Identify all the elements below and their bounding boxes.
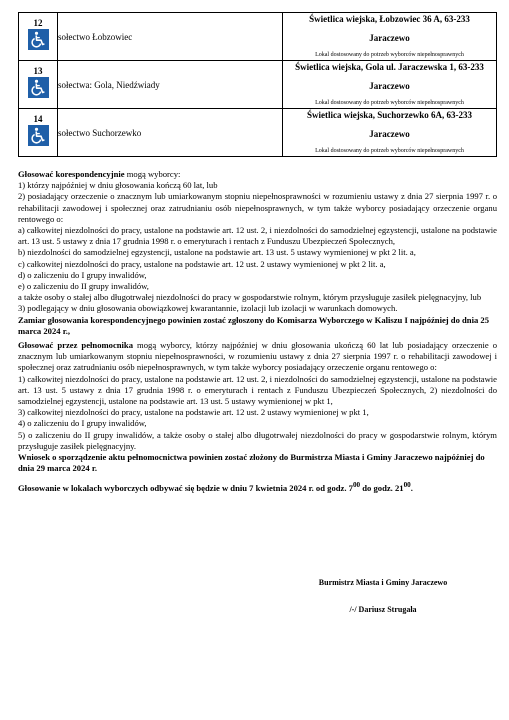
district-number: 12 bbox=[33, 18, 43, 28]
polling-place-city: Jaraczewo bbox=[369, 81, 410, 91]
announcement-body bbox=[18, 169, 497, 495]
proxy-intro bbox=[18, 340, 497, 374]
correspondence-deadline: Zamiar głosowania korespondencyjnego powinien zostać zgłoszony do Komisarza Wyborczego w Kaliszu I najpóźniej do dnia 25 marca 2024 r., bbox=[18, 314, 490, 336]
list-item: 5) o zaliczeniu do II grupy inwalidów, a także osoby o stałej albo długotrwałej niezdolności do pracy w gospodarstwie rolnym, którym przysługuje zasiłek pielęgnacyjny. bbox=[18, 429, 497, 451]
list-item: b) niezdolności do samodzielnej egzystencji, ustalone na podstawie art. 13 ust. 5 ustawy wymienionej w pkt 2 lit. a, bbox=[18, 247, 416, 258]
proxy-heading: Głosować przez pełnomocnika bbox=[18, 340, 134, 351]
table-row bbox=[19, 109, 497, 157]
table-row bbox=[19, 61, 497, 109]
signature-name: /-/ Dariusz Strugała bbox=[349, 605, 417, 614]
accessibility-note: Lokal dostosowany do potrzeb wyborców niepełnosprawnych bbox=[315, 52, 464, 58]
list-item: e) o zaliczeniu do II grupy inwalidów, bbox=[18, 281, 149, 292]
table-row bbox=[19, 13, 497, 61]
district-number-cell bbox=[19, 109, 58, 157]
polling-place-cell bbox=[283, 13, 497, 61]
signature-title: Burmistrz Miasta i Gminy Jaraczewo bbox=[318, 578, 448, 587]
district-number: 13 bbox=[33, 66, 43, 76]
correspondence-intro-text: mogą wyborcy: bbox=[124, 169, 181, 179]
list-item: 1) którzy najpóźniej w dniu głosowania kończą 60 lat, lub bbox=[18, 180, 218, 191]
correspondence-heading: Głosować korespondencyjnie bbox=[18, 169, 125, 179]
list-item: a) całkowitej niezdolności do pracy, ustalone na podstawie art. 12 ust. 2, i niezdolności do samodzielnej egzystencji, ustalone na podstawie art. 13 ust. 5 ustawy z dnia 17 grudnia 1998 r. o emeryturach i rentach z Funduszu Ubezpieczeń Społecznych, bbox=[18, 225, 497, 247]
accessibility-note: Lokal dostosowany do potrzeb wyborców niepełnosprawnych bbox=[315, 148, 464, 154]
polling-place-city: Jaraczewo bbox=[369, 129, 410, 139]
proxy-deadline: Wniosek o sporządzenie aktu pełnomocnictwa powinien zostać złożony do Burmistrza Miasta i Gminy Jaraczewo najpóźniej do dnia 29 marca 2024 r. bbox=[18, 452, 485, 474]
district-number-cell bbox=[19, 61, 58, 109]
list-item: 1) całkowitej niezdolności do pracy, ustalone na podstawie art. 12 ust. 2, i niezdolności do samodzielnej egzystencji, ustalone na podstawie art. 13 ust. 5 ustawy z dnia 17 grudnia 1998 r. o emeryturach i rentach z Funduszu Ubezpieczeń Społecznych, 2) niezdolności do samodzielnej egzystencji, ustalone na podstawie art. 13 ust. 5 ustawy wymienionej w pkt 1, bbox=[18, 373, 497, 407]
wheelchair-icon bbox=[28, 125, 49, 146]
district-name: sołectwo Suchorzewko bbox=[58, 109, 283, 157]
list-item: a także osoby o stałej albo długotrwałej niezdolności do pracy w gospodarstwie rolnym, którym przysługuje zasiłek pielęgnacyjny, lub bbox=[18, 292, 482, 303]
district-name: sołectwa: Gola, Niedźwiady bbox=[58, 61, 283, 109]
accessibility-note: Lokal dostosowany do potrzeb wyborców niepełnosprawnych bbox=[315, 100, 464, 106]
list-item: 2) posiadający orzeczenie o znacznym lub umiarkowanym stopniu niepełnosprawności w rozumieniu ustawy z dnia 27 sierpnia 1997 r. o rehabilitacji zawodowej i społecznej oraz zatrudnianiu osób niepełnosprawnych, w tym także wyborcy posiadający orzeczenie organu rentowego o: bbox=[18, 191, 497, 224]
polling-place-address: Świetlica wiejska, Łobzowiec 36 A, 63-233 bbox=[309, 14, 470, 24]
proxy-intro-text: mogą wyborcy, którzy najpóźniej w dniu głosowania ukończą 60 lat lub posiadający orzeczenie o znacznym lub umiarkowanym stopniu niepełnosprawności, w rozumieniu ustawy z dnia 27 sierpnia 1997 r. o rehabilitacji zawodowej i społecznej oraz zatrudnianiu osób niepełnosprawnych, w tym także wyborcy posiadający orzeczenie organu rentowego o: bbox=[18, 340, 498, 373]
correspondence-intro bbox=[18, 169, 497, 180]
district-name: sołectwo Łobzowiec bbox=[58, 13, 283, 61]
district-number-cell bbox=[19, 13, 58, 61]
list-item: 4) o zaliczeniu do I grupy inwalidów, bbox=[18, 418, 147, 429]
list-item: d) o zaliczeniu do I grupy inwalidów, bbox=[18, 269, 147, 280]
wheelchair-icon bbox=[28, 29, 49, 50]
list-item: 3) całkowitej niezdolności do pracy, ustalone na podstawie art. 12 ust. 2 ustawy wymienionej w pkt 1, bbox=[18, 407, 369, 418]
polling-place-cell bbox=[283, 61, 497, 109]
polling-districts-table bbox=[18, 12, 497, 157]
list-item: c) całkowitej niezdolności do pracy, ustalone na podstawie art. 12 ust. 2 ustawy wymienionej w pkt 2 lit. a, bbox=[18, 258, 386, 269]
polling-place-address: Świetlica wiejska, Gola ul. Jaraczewska 1, 63-233 bbox=[295, 62, 484, 72]
polling-place-city: Jaraczewo bbox=[369, 33, 410, 43]
district-number: 14 bbox=[33, 114, 43, 124]
wheelchair-icon bbox=[28, 77, 49, 98]
voting-day-info: Głosowanie w lokalach wyborczych odbywać się będzie w dniu 7 kwietnia 2024 r. od godz. $7^{00}$ do godz. $21^{00}$. bbox=[18, 481, 413, 494]
list-item: 3) podlegający w dniu głosowania obowiązkowej kwarantannie, izolacji lub izolacji w warunkach domowych. bbox=[18, 303, 398, 314]
polling-place-address: Świetlica wiejska, Suchorzewko 6A, 63-233 bbox=[307, 110, 472, 120]
polling-place-cell bbox=[283, 109, 497, 157]
